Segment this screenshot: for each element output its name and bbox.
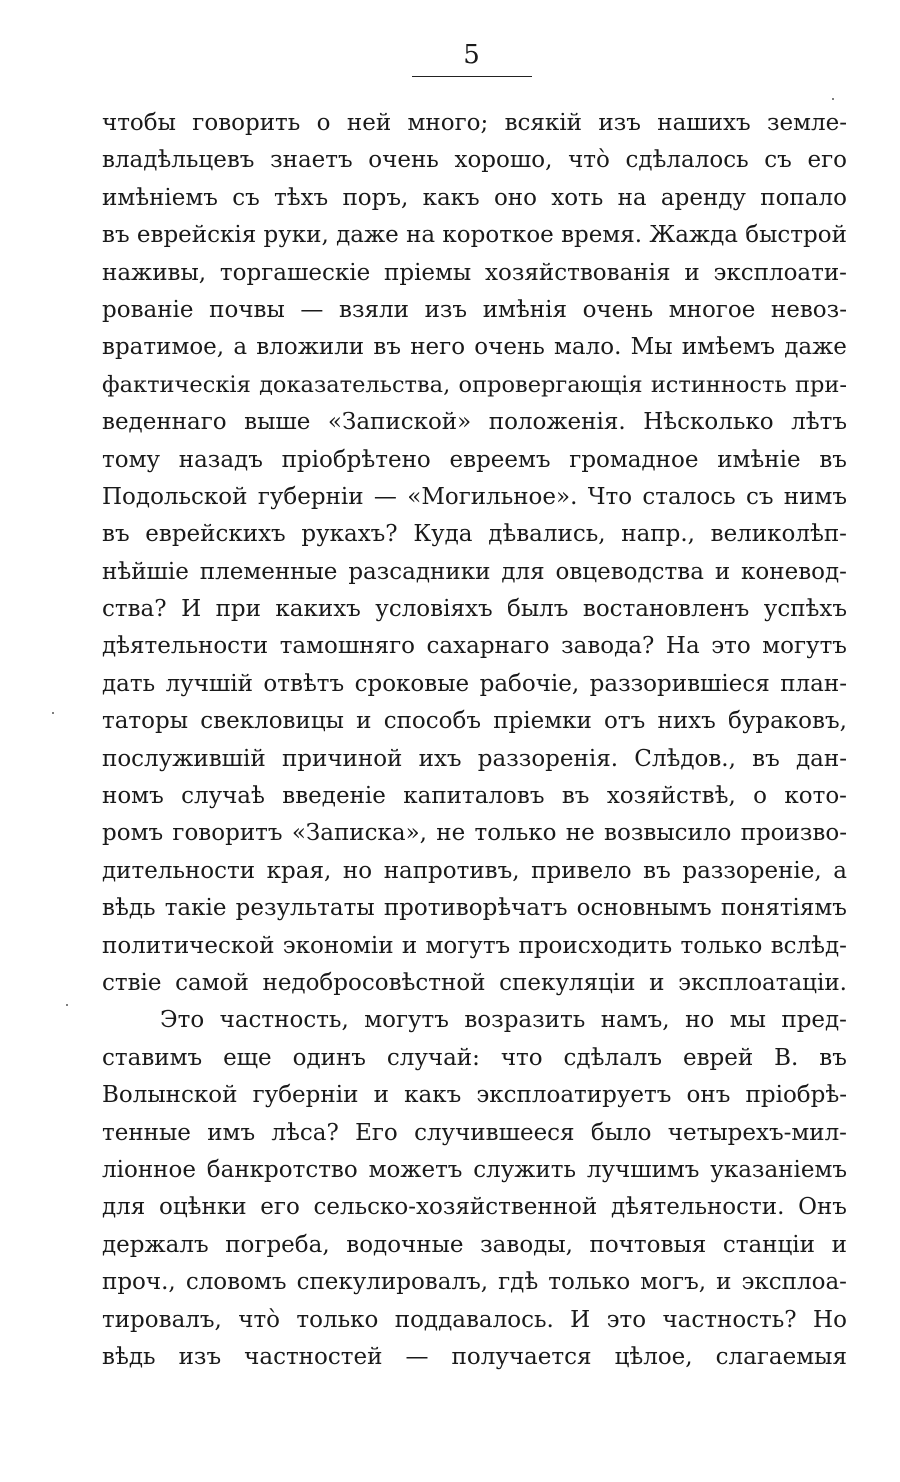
text-line: ромъ говоритъ «Записка», не только не возвысило произво- <box>102 820 847 847</box>
text-line: номъ случаѣ введеніе капиталовъ въ хозяйствѣ, о кото- <box>102 783 847 810</box>
text-line: ствіе самой недобросовѣстной спекуляціи и эксплоатаціи. <box>102 969 847 996</box>
page-number-rule <box>412 76 532 77</box>
text-line: политической экономіи и могутъ происходить только вслѣд- <box>102 932 847 959</box>
text-line: ставимъ еще одинъ случай: что сдѣлалъ еврей В. въ <box>102 1044 847 1071</box>
text-line: Волынской губерніи и какъ эксплоатируетъ онъ пріобрѣ- <box>102 1082 847 1109</box>
body-text <box>102 105 847 1376</box>
text-line: вѣдь изъ частностей — получается цѣлое, слагаемыя <box>102 1343 847 1370</box>
text-line: тому назадъ пріобрѣтено евреемъ громадное имѣніе въ <box>102 446 847 473</box>
text-line: Это частность, могутъ возразить намъ, но мы пред- <box>160 1007 847 1034</box>
paragraph-1 <box>102 105 847 1002</box>
text-line: вѣдь такіе результаты противорѣчатъ основнымъ понятіямъ <box>102 895 847 922</box>
text-line: имѣніемъ съ тѣхъ поръ, какъ оно хоть на аренду попало <box>102 184 847 211</box>
text-line: таторы свекловицы и способъ пріемки отъ нихъ бураковъ, <box>102 708 847 735</box>
text-line: дительности края, но напротивъ, привело въ раззореніе, а <box>102 857 847 884</box>
print-speck <box>832 98 834 100</box>
text-line: ліонное банкротство можетъ служить лучшимъ указаніемъ <box>102 1156 847 1183</box>
text-line: дѣятельности тамошняго сахарнаго завода? На это могутъ <box>102 633 847 660</box>
text-line: проч., словомъ спекулировалъ, гдѣ только могъ, и эксплоа- <box>102 1269 847 1296</box>
text-line: держалъ погреба, водочные заводы, почтовыя станціи и <box>102 1231 847 1258</box>
text-line: дать лучшій отвѣтъ сроковые рабочіе, раззорившіеся план- <box>102 670 847 697</box>
text-line: вратимое, а вложили въ него очень мало. Мы имѣемъ даже <box>102 334 847 361</box>
text-line: въ еврейскія руки, даже на короткое время. Жажда быстрой <box>102 222 847 249</box>
text-line: владѣльцевъ знаетъ очень хорошо, что̀ сдѣлалось съ его <box>102 147 847 174</box>
text-line: чтобы говорить о ней много; всякій изъ нашихъ земле- <box>102 110 847 136</box>
text-line: въ еврейскихъ рукахъ? Куда дѣвались, напр., великолѣп- <box>102 521 847 548</box>
text-line: тенные имъ лѣса? Его случившееся было четырехъ-мил- <box>102 1119 847 1146</box>
text-line: для оцѣнки его сельско-хозяйственной дѣятельности. Онъ <box>102 1194 847 1221</box>
text-line: послужившій причиной ихъ раззоренія. Слѣдов., въ дан- <box>102 745 847 772</box>
text-line: ства? И при какихъ условіяхъ былъ востановленъ успѣхъ <box>102 596 847 623</box>
text-line: Подольской губерніи — «Могильное». Что сталось съ нимъ <box>102 483 847 510</box>
text-line: нѣйшіе племенные разсадники для овцеводства и коневод- <box>102 558 847 585</box>
text-line: наживы, торгашескіе пріемы хозяйствованія и эксплоати- <box>102 259 847 286</box>
page-number: 5 <box>463 40 481 70</box>
paragraph-2 <box>102 1002 847 1376</box>
print-speck <box>52 712 54 714</box>
text-line: веденнаго выше «Запиской» положенія. Нѣсколько лѣтъ <box>102 409 847 436</box>
text-line: фактическія доказательства, опровергающія истинность при- <box>102 371 847 398</box>
text-line: тировалъ, что̀ только поддавалось. И это частность? Но <box>102 1306 847 1333</box>
print-speck <box>66 1004 68 1006</box>
text-line: рованіе почвы — взяли изъ имѣнія очень многое невоз- <box>102 296 847 323</box>
